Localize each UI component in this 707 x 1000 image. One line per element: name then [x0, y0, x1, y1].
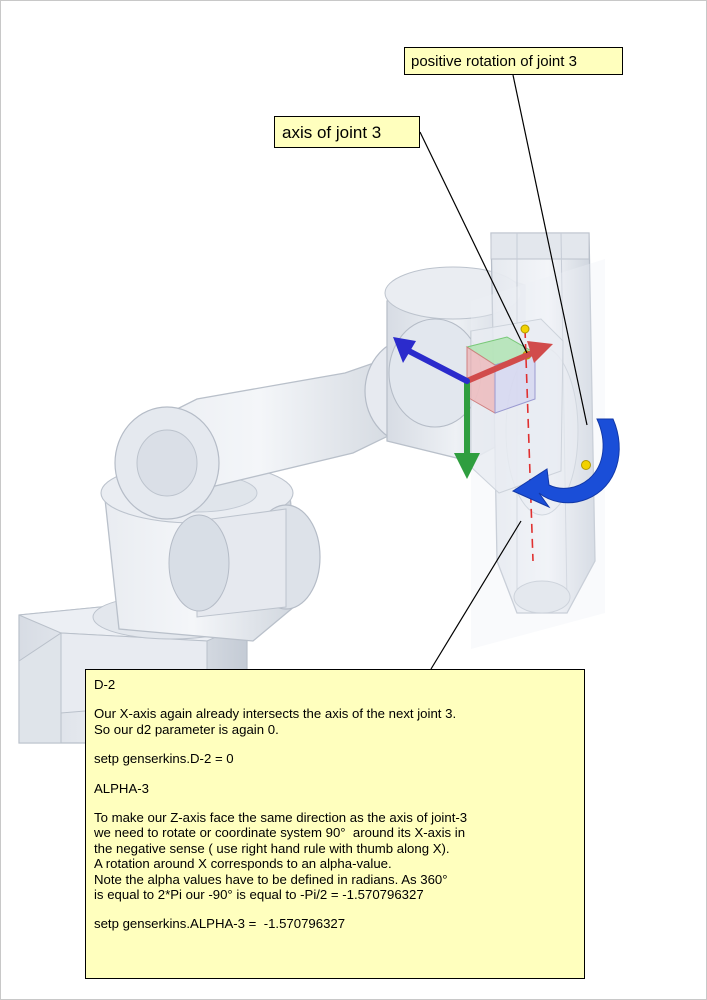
text-para2-line2: we need to rotate or coordinate system 90° around its X-axis in: [94, 825, 466, 841]
text-para2-line5: Note the alpha values have to be defined in radians. As 360°: [94, 871, 448, 887]
text-para2-line6: is equal to 2*Pi our -90° is equal to -Pi/2 = -1.570796327: [94, 887, 424, 903]
text-para1-line2: So our d2 parameter is again 0.: [94, 721, 279, 737]
callout-explanation-text: [85, 669, 585, 979]
text-para2-line1: To make our Z-axis face the same direction as the axis of joint-3: [94, 810, 468, 826]
text-para1-line1: Our X-axis again already intersects the axis of the next joint 3.: [94, 706, 457, 722]
text-setp-d2: setp genserkins.D-2 = 0: [94, 751, 234, 767]
callout-positive-rotation-label: positive rotation of joint 3: [411, 53, 577, 70]
callout-axis-of-joint-3: [274, 116, 420, 148]
callout-positive-rotation: [404, 47, 623, 75]
callout-axis-of-joint-3-label: axis of joint 3: [282, 123, 382, 142]
text-heading-alpha3: ALPHA-3: [94, 780, 149, 796]
text-para2-line3: the negative sense ( use right hand rule with thumb along X).: [94, 840, 450, 856]
text-setp-alpha3: setp genserkins.ALPHA-3 = -1.570796327: [94, 916, 346, 932]
text-heading-d2: D-2: [94, 677, 116, 692]
text-para2-line4: A rotation around X corresponds to an alpha-value.: [94, 856, 392, 872]
